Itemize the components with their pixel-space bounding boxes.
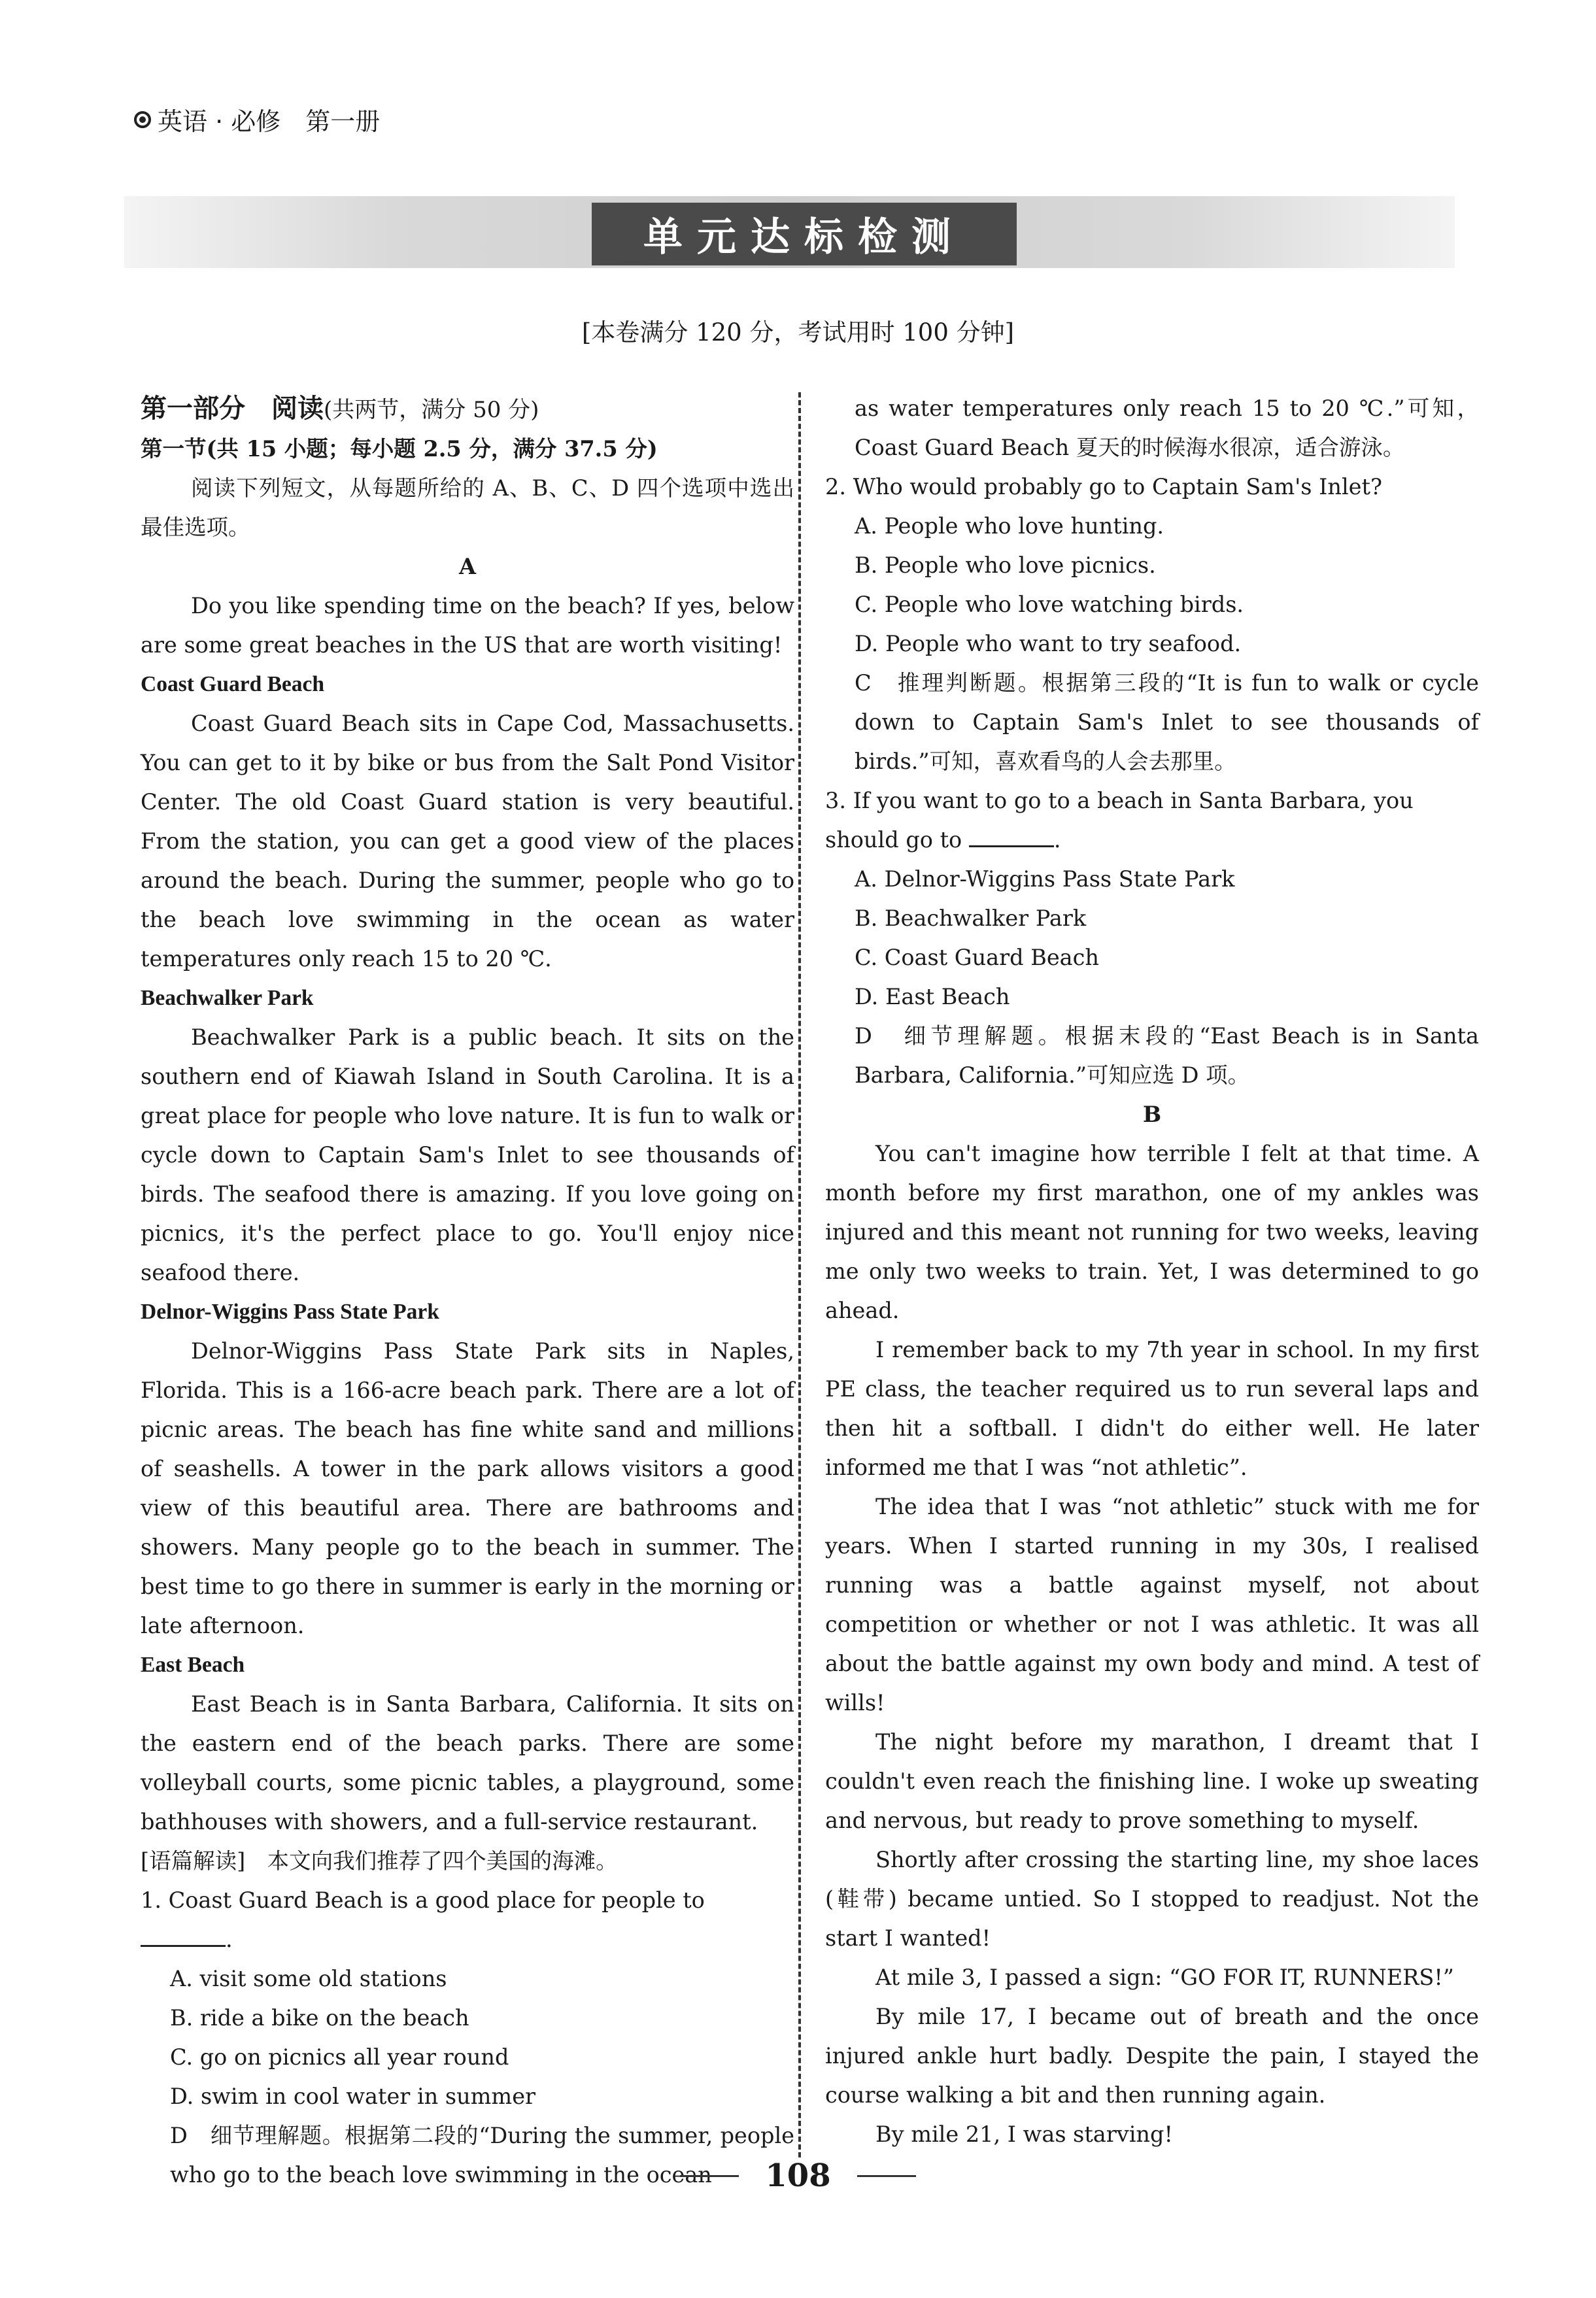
q3-option-c: C. Coast Guard Beach — [855, 945, 1099, 970]
passage-b-p6: At mile 3, I passed a sign: “GO FOR IT, RUNNERS!” — [875, 1965, 1454, 1990]
passage-b-p7: By mile 17, I became out of breath and the once injured ankle hurt badly. Despite the pain, I stayed the course walking a bit and then running again. — [825, 2004, 1479, 2108]
beach-text-1: Coast Guard Beach sits in Cape Cod, Massachusetts. You can get to it by bike or bus from the Salt Pond Visitor Center. The old Coast Guard station is very beautiful. From the station, you can get a good view of the places around the beach. During the summer, people who go to the beach love swimming in the ocean as water temperatures only reach 15 to 20 ℃. — [141, 711, 794, 972]
passage-b-p5: Shortly after crossing the starting line, my shoe laces (鞋带) became untied. So I stopped to readjust. Not the start I wanted! — [825, 1847, 1479, 1951]
q1-answer: D 细节理解题。根据第二段的“During the summer, people who go to the beach love swimming in the ocean — [170, 2123, 794, 2188]
q3-option-b: B. Beachwalker Park — [855, 905, 1087, 931]
beach-title-4: East Beach — [141, 1653, 245, 1677]
instruction: 阅读下列短文，从每题所给的 A、B、C、D 四个选项中选出最佳选项。 — [141, 475, 794, 540]
q3-answer: D 细节理解题。根据末段的“East Beach is in Santa Barbara, California.”可知应选 D 项。 — [855, 1023, 1479, 1088]
q2-option-c: C. People who love watching birds. — [855, 592, 1244, 617]
page-dash-right — [857, 2175, 916, 2177]
exam-info: [本卷满分 120 分，考试用时 100 分钟] — [581, 318, 1015, 346]
q3-option-d: D. East Beach — [855, 984, 1010, 1009]
beach-text-3: Delnor-Wiggins Pass State Park sits in Naples, Florida. This is a 166-acre beach park. There are a lot of picnic areas. The beach has fine white sand and millions of seashells. A tower in the park allows visitors a good view of this beautiful area. There are bathrooms and showers. Many people go to the beach in summer. The best time to go there in summer is early in the morning or late afternoon. — [141, 1338, 794, 1638]
q2-option-b: B. People who love picnics. — [855, 552, 1156, 578]
page-number — [0, 2157, 1596, 2194]
question-3: 3. If you want to go to a beach in Santa Barbara, you should go to . — [825, 788, 1414, 853]
book-header-text: 英语 · 必修 第一册 — [158, 107, 381, 136]
passage-b-p2: I remember back to my 7th year in school. In my first PE class, the teacher required us to run several laps and then hit a softball. I didn't do either well. He later informed me that I was “not athletic”. — [825, 1337, 1479, 1480]
q1-option-c: C. go on picnics all year round — [170, 2044, 509, 2070]
q3-option-a: A. Delnor-Wiggins Pass State Park — [855, 866, 1235, 892]
q2-option-a: A. People who love hunting. — [855, 513, 1164, 539]
passage-b-p8: By mile 21, I was starving! — [875, 2121, 1173, 2147]
bullet-icon — [134, 111, 151, 128]
right-column — [825, 389, 1479, 2154]
answer-blank — [969, 824, 1054, 847]
page-number-text: 108 — [765, 2157, 831, 2194]
passage-b-p1: You can't imagine how terrible I felt at that time. A month before my first marathon, one of my ankles was injured and this meant not running for two weeks, leaving me only two weeks to train. Yet, I was determined to go ahead. — [825, 1141, 1479, 1323]
passage-label-b: B — [1142, 1102, 1162, 1127]
q1-option-d: D. swim in cool water in summer — [170, 2084, 536, 2109]
q1-answer-continued: as water temperatures only reach 15 to 20 ℃.”可知，Coast Guard Beach 夏天的时候海水很凉，适合游泳。 — [855, 396, 1479, 460]
page-dash-left — [680, 2175, 739, 2177]
question-2: 2. Who would probably go to Captain Sam's Inlet? — [825, 474, 1382, 499]
part-heading: 第一部分 阅读(共两节，满分 50 分) — [141, 393, 539, 424]
analysis-note: [语篇解读] 本文向我们推荐了四个美国的海滩。 — [141, 1848, 618, 1874]
beach-title-3: Delnor-Wiggins Pass State Park — [141, 1300, 439, 1324]
answer-blank — [141, 1924, 226, 1947]
section-heading: 第一节(共 15 小题；每小题 2.5 分，满分 37.5 分) — [141, 436, 658, 462]
page-title: 单元达标检测 — [592, 203, 1017, 265]
passage-b-p3: The idea that I was “not athletic” stuck with me for years. When I started running in my 30s, I realised running was a battle against myself, not about competition or whether or not I was athletic. It was all about the battle against my own body and mind. A test of wills! — [825, 1494, 1479, 1715]
passage-label-a: A — [459, 554, 476, 579]
q1-option-b: B. ride a bike on the beach — [170, 2005, 469, 2031]
beach-title-1: Coast Guard Beach — [141, 672, 325, 696]
beach-text-2: Beachwalker Park is a public beach. It sits on the southern end of Kiawah Island in South Carolina. It is a great place for people who love nature. It is fun to walk or cycle down to Captain Sam's Inlet to see thousands of birds. The seafood there is amazing. If you love going on picnics, it's the perfect place to go. You'll enjoy nice seafood there. — [141, 1024, 794, 1285]
left-column — [141, 389, 794, 2195]
q2-option-d: D. People who want to try seafood. — [855, 631, 1242, 656]
passage-intro: Do you like spending time on the beach? If yes, below are some great beaches in the US that are worth visiting! — [141, 593, 794, 658]
beach-title-2: Beachwalker Park — [141, 986, 314, 1010]
q2-answer: C 推理判断题。根据第三段的“It is fun to walk or cycle down to Captain Sam's Inlet to see thousands of birds.”可知，喜欢看鸟的人会去那里。 — [855, 670, 1479, 774]
book-header — [134, 101, 380, 137]
passage-b-p4: The night before my marathon, I dreamt that I couldn't even reach the finishing line. I woke up sweating and nervous, but ready to prove something to myself. — [825, 1729, 1479, 1833]
column-divider — [798, 392, 801, 2157]
beach-text-4: East Beach is in Santa Barbara, California. It sits on the eastern end of the beach parks. There are some volleyball courts, some picnic tables, a playground, some bathhouses with showers, and a full-service restaurant. — [141, 1691, 794, 1834]
question-1: 1. Coast Guard Beach is a good place for people to . — [141, 1887, 705, 1952]
q1-option-a: A. visit some old stations — [170, 1966, 447, 1991]
